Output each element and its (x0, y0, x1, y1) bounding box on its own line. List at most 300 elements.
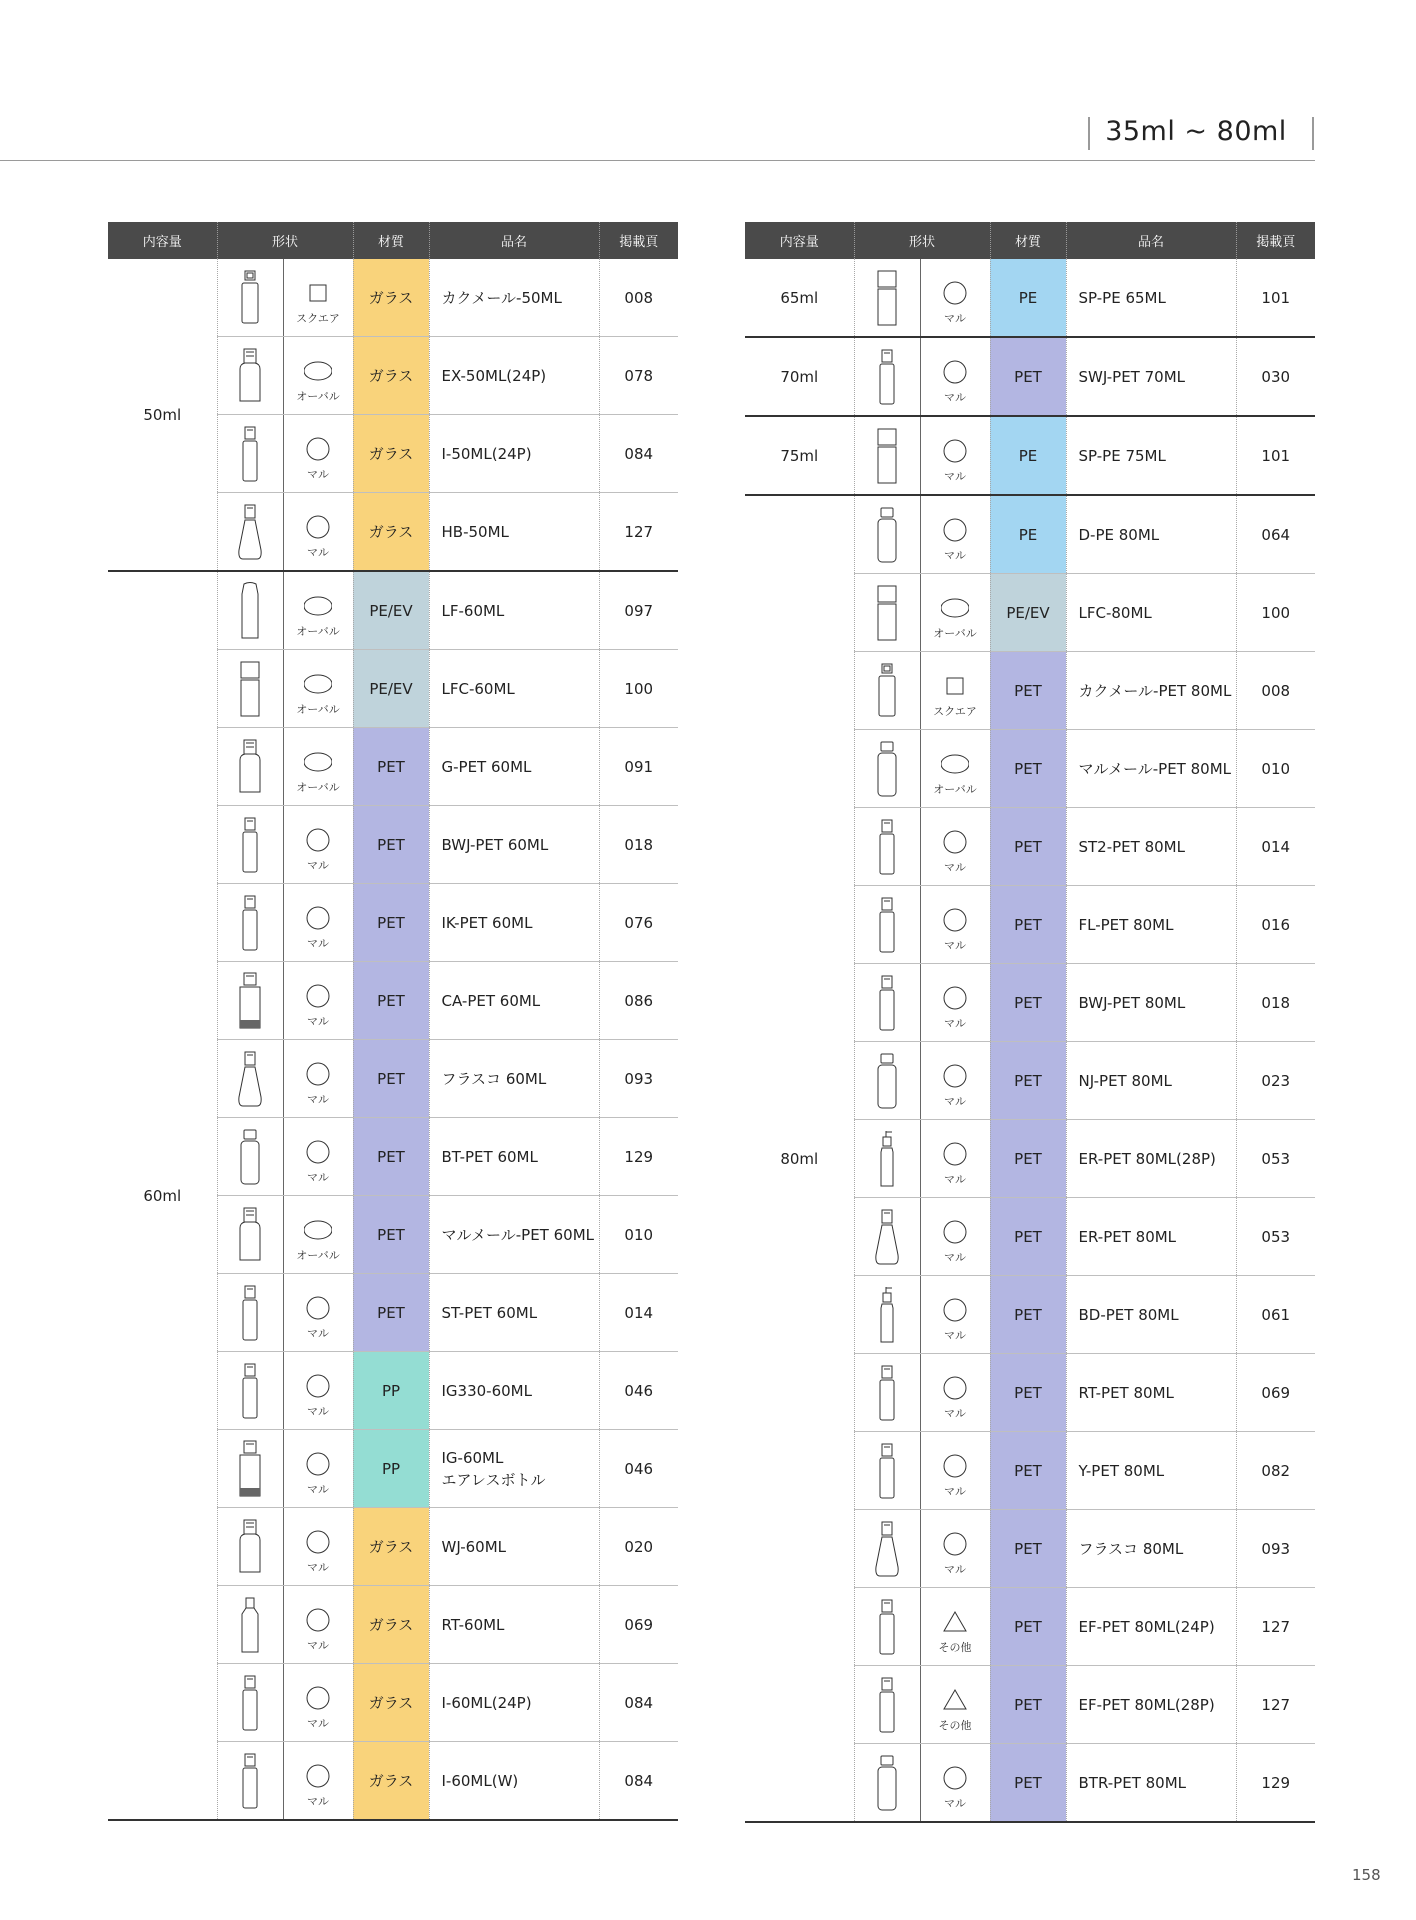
pump-wide-bottle-icon (218, 1196, 284, 1273)
shape-cell (854, 1042, 990, 1120)
page-ref-cell: 014 (1236, 808, 1315, 886)
material-cell: PET (990, 1744, 1066, 1823)
material-cell: PE (990, 416, 1066, 495)
page-ref-cell: 078 (599, 337, 678, 415)
circle-shape-icon (305, 984, 331, 1008)
pump-wide-bottle-icon (218, 1508, 284, 1585)
shape-label: マル (944, 1329, 966, 1342)
shape-label: マル (944, 549, 966, 562)
shape-cell (217, 1742, 353, 1821)
circle-shape-icon (305, 1062, 331, 1086)
shape-label: オーバル (933, 783, 977, 796)
product-name-cell (429, 1586, 599, 1664)
material-cell: PE/EV (353, 650, 429, 728)
circle-shape-icon (942, 281, 968, 305)
pump-slim-bottle-icon (855, 338, 921, 415)
product-name-cell (1066, 1744, 1236, 1823)
circle-shape-icon (942, 1142, 968, 1166)
page-ref-cell: 069 (1236, 1354, 1315, 1432)
circle-shape-icon (942, 1454, 968, 1478)
circle-shape-icon (942, 1532, 968, 1556)
material-cell: PP (353, 1352, 429, 1430)
shape-cell (217, 728, 353, 806)
page-ref-cell: 101 (1236, 416, 1315, 495)
product-name-cell (1066, 964, 1236, 1042)
product-name: I-50ML(24P) (441, 444, 532, 463)
shape-label: その他 (938, 1641, 972, 1654)
product-name-cell (1066, 337, 1236, 416)
shape-label: マル (944, 1095, 966, 1108)
page-ref-cell: 018 (599, 806, 678, 884)
shape-cell (854, 886, 990, 964)
col-header-product-name: 品名 (429, 222, 599, 259)
table-row (745, 416, 1315, 495)
product-name: NJ-PET 80ML (1078, 1071, 1172, 1090)
page-ref-cell: 084 (599, 1664, 678, 1742)
product-name: ST-PET 60ML (441, 1303, 538, 1322)
product-name: RT-PET 80ML (1078, 1383, 1174, 1402)
material-cell: PET (990, 1666, 1066, 1744)
pump-slim-bottle-icon (855, 1432, 921, 1509)
material-cell: PET (353, 1274, 429, 1352)
shape-cell (854, 1588, 990, 1666)
material-cell: PET (353, 1196, 429, 1274)
shape-cell (217, 337, 353, 415)
product-name: RT-60ML (441, 1615, 505, 1634)
shape-label: マル (944, 939, 966, 952)
tube-cap-bottle-icon (855, 417, 921, 494)
shape-cell (854, 1666, 990, 1744)
material-cell: ガラス (353, 1742, 429, 1821)
circle-shape-icon (305, 906, 331, 930)
pump-slim-bottle-icon (855, 964, 921, 1041)
airless-bottle-icon (218, 962, 284, 1039)
shape-cell (854, 416, 990, 495)
page-ref-cell: 100 (1236, 574, 1315, 652)
shape-label: スクエア (933, 705, 977, 718)
product-name-cell (1066, 1120, 1236, 1198)
page-ref-cell: 127 (599, 493, 678, 572)
pump-slim-bottle-icon (218, 1742, 284, 1819)
product-name: マルメール-PET 60ML (441, 1225, 595, 1244)
circle-shape-icon (305, 1608, 331, 1632)
material-cell: PET (990, 652, 1066, 730)
shape-label: マル (944, 1251, 966, 1264)
triangle-shape-icon (942, 1688, 968, 1712)
shape-cell (854, 730, 990, 808)
product-name: カクメール-50ML (441, 288, 562, 307)
shape-label: スクエア (296, 312, 340, 325)
material-cell: ガラス (353, 1508, 429, 1586)
product-name-cell (429, 1508, 599, 1586)
page-ref-cell: 093 (599, 1040, 678, 1118)
material-cell: PET (990, 1120, 1066, 1198)
material-cell: PET (990, 730, 1066, 808)
material-cell: ガラス (353, 415, 429, 493)
airless-bottle-icon (218, 1430, 284, 1507)
circle-shape-icon (942, 1766, 968, 1790)
material-cell: ガラス (353, 1586, 429, 1664)
tube-cap-bottle-icon (855, 259, 921, 336)
volume-cell: 75ml (745, 416, 854, 495)
shape-label: マル (307, 546, 329, 559)
product-name-cell (429, 415, 599, 493)
oval-shape-icon (941, 752, 969, 776)
product-name-cell (1066, 1588, 1236, 1666)
volume-cell: 65ml (745, 259, 854, 337)
product-name: ST2-PET 80ML (1078, 837, 1185, 856)
product-name: I-60ML(W) (441, 1771, 519, 1790)
shape-cell (217, 1118, 353, 1196)
page-ref-cell: 016 (1236, 886, 1315, 964)
product-name: D-PE 80ML (1078, 525, 1160, 544)
table-header-row (108, 222, 678, 259)
shape-label: オーバル (296, 781, 340, 794)
table-row (745, 495, 1315, 574)
material-cell: PET (353, 884, 429, 962)
page-ref-cell: 008 (599, 259, 678, 337)
volume-cell: 80ml (745, 495, 854, 1822)
product-name: BT-PET 60ML (441, 1147, 538, 1166)
shape-label: マル (944, 391, 966, 404)
circle-shape-icon (305, 1374, 331, 1398)
product-name: BTR-PET 80ML (1078, 1773, 1187, 1792)
product-name: SP-PE 75ML (1078, 446, 1166, 465)
shape-label: マル (307, 1171, 329, 1184)
product-name: Y-PET 80ML (1078, 1461, 1165, 1480)
pump-slim-bottle-icon (855, 808, 921, 885)
circle-shape-icon (942, 1298, 968, 1322)
product-name-cell (1066, 808, 1236, 886)
shape-cell (217, 571, 353, 650)
circle-shape-icon (305, 437, 331, 461)
shape-label: オーバル (296, 1249, 340, 1262)
col-header-page: 掲載頁 (599, 222, 678, 259)
pump-flask-bottle-icon (218, 493, 284, 570)
product-name-cell (429, 259, 599, 337)
shape-label: マル (944, 1797, 966, 1810)
circle-shape-icon (305, 1530, 331, 1554)
shape-label: マル (307, 1795, 329, 1808)
shape-cell (854, 574, 990, 652)
shape-label: マル (944, 312, 966, 325)
shape-cell (217, 1196, 353, 1274)
page-ref-cell: 053 (1236, 1120, 1315, 1198)
material-cell: PE/EV (353, 571, 429, 650)
shape-cell (217, 1586, 353, 1664)
product-name-cell (1066, 574, 1236, 652)
circle-shape-icon (942, 1220, 968, 1244)
square-shape-icon (942, 674, 968, 698)
pump-slim-bottle-icon (218, 1352, 284, 1429)
table-row (745, 337, 1315, 416)
shape-label: マル (944, 1485, 966, 1498)
pump-flask-bottle-icon (218, 1040, 284, 1117)
product-name: FL-PET 80ML (1078, 915, 1174, 934)
product-name: EX-50ML(24P) (441, 366, 547, 385)
pump-wide-bottle-icon (218, 728, 284, 805)
material-cell: PET (990, 808, 1066, 886)
product-name-cell (429, 1352, 599, 1430)
material-cell: ガラス (353, 1664, 429, 1742)
oval-shape-icon (941, 596, 969, 620)
pump-square-bottle-icon (855, 652, 921, 729)
page-ref-cell: 129 (599, 1118, 678, 1196)
material-cell: ガラス (353, 337, 429, 415)
shape-label: マル (944, 1407, 966, 1420)
product-name: EF-PET 80ML(28P) (1078, 1695, 1215, 1714)
material-cell: PET (353, 806, 429, 884)
circle-shape-icon (942, 830, 968, 854)
page-ref-cell: 030 (1236, 337, 1315, 416)
col-header-material: 材質 (990, 222, 1066, 259)
page-ref-cell: 127 (1236, 1588, 1315, 1666)
material-cell: PET (990, 1510, 1066, 1588)
pump-flask-bottle-icon (855, 1198, 921, 1275)
product-name: ER-PET 80ML(28P) (1078, 1149, 1216, 1168)
page-ref-cell: 064 (1236, 495, 1315, 574)
circle-shape-icon (305, 1764, 331, 1788)
header-separator-right (1312, 117, 1314, 150)
circle-shape-icon (305, 1452, 331, 1476)
product-name-cell (1066, 1354, 1236, 1432)
circle-shape-icon (942, 1376, 968, 1400)
product-name-cell (1066, 259, 1236, 337)
shape-cell (854, 1276, 990, 1354)
product-name-cell (429, 1118, 599, 1196)
product-name: LF-60ML (441, 601, 505, 620)
material-cell: PE/EV (990, 574, 1066, 652)
oval-shape-icon (304, 594, 332, 618)
product-name-cell (429, 1196, 599, 1274)
shape-label: マル (307, 1327, 329, 1340)
shape-label: マル (944, 1173, 966, 1186)
product-name: SWJ-PET 70ML (1078, 367, 1185, 386)
shape-cell (217, 1040, 353, 1118)
cap-bottle-bottle-icon (855, 730, 921, 807)
product-name: IG-60ML (441, 1448, 504, 1467)
product-name-cell (429, 728, 599, 806)
oval-shape-icon (304, 672, 332, 696)
page-ref-cell: 076 (599, 884, 678, 962)
lotion-pump-bottle-icon (855, 1276, 921, 1353)
product-name-cell (429, 1040, 599, 1118)
shape-label: マル (307, 1639, 329, 1652)
shape-cell (217, 1430, 353, 1508)
page-ref-cell: 008 (1236, 652, 1315, 730)
shape-cell (217, 962, 353, 1040)
shape-label: マル (944, 861, 966, 874)
product-name-cell (1066, 1510, 1236, 1588)
product-name-cell (1066, 730, 1236, 808)
product-name-cell (429, 962, 599, 1040)
material-cell: PET (990, 1588, 1066, 1666)
material-cell: PET (990, 886, 1066, 964)
page-ref-cell: 014 (599, 1274, 678, 1352)
shape-label: マル (944, 1017, 966, 1030)
material-cell: PP (353, 1430, 429, 1508)
product-name-cell (1066, 1276, 1236, 1354)
shape-cell (854, 1510, 990, 1588)
pump-wide-bottle-icon (218, 337, 284, 414)
circle-shape-icon (305, 828, 331, 852)
page-ref-cell: 129 (1236, 1744, 1315, 1823)
page-ref-cell: 046 (599, 1430, 678, 1508)
shape-label: マル (307, 468, 329, 481)
circle-shape-icon (305, 1686, 331, 1710)
cap-bottle-bottle-icon (855, 1744, 921, 1821)
product-name-cell (1066, 886, 1236, 964)
product-name-cell (1066, 1666, 1236, 1744)
pump-slim-bottle-icon (855, 886, 921, 963)
material-cell: PET (990, 1432, 1066, 1510)
product-name: WJ-60ML (441, 1537, 507, 1556)
circle-shape-icon (305, 1296, 331, 1320)
product-name-cell (1066, 1432, 1236, 1510)
shape-label: マル (307, 1405, 329, 1418)
pump-slim-bottle-icon (218, 415, 284, 492)
shape-label: その他 (938, 1719, 972, 1732)
shape-cell (854, 1744, 990, 1823)
shape-cell (217, 650, 353, 728)
product-name-cell (1066, 495, 1236, 574)
circle-shape-icon (305, 515, 331, 539)
material-cell: PET (990, 337, 1066, 416)
page-ref-cell: 084 (599, 1742, 678, 1821)
shape-cell (217, 1352, 353, 1430)
product-name-cell (1066, 652, 1236, 730)
product-name-cell (429, 884, 599, 962)
shape-cell (217, 493, 353, 572)
page-ref-cell: 053 (1236, 1198, 1315, 1276)
cap-bottle-bottle-icon (855, 1042, 921, 1119)
col-header-page: 掲載頁 (1236, 222, 1315, 259)
table-row (108, 259, 678, 337)
page-ref-cell: 023 (1236, 1042, 1315, 1120)
shape-label: マル (944, 1563, 966, 1576)
page-ref-cell: 010 (1236, 730, 1315, 808)
shape-label: マル (307, 1717, 329, 1730)
material-cell: PET (990, 964, 1066, 1042)
pump-slim-bottle-icon (218, 1274, 284, 1351)
shape-label: マル (944, 470, 966, 483)
page-ref-cell: 127 (1236, 1666, 1315, 1744)
product-name: I-60ML(24P) (441, 1693, 532, 1712)
pump-slim-bottle-icon (855, 1588, 921, 1665)
product-name: カクメール-PET 80ML (1078, 681, 1232, 700)
pump-slim-bottle-icon (855, 1666, 921, 1743)
pump-square-bottle-icon (218, 259, 284, 336)
material-cell: ガラス (353, 259, 429, 337)
oval-shape-icon (304, 1218, 332, 1242)
product-name: CA-PET 60ML (441, 991, 541, 1010)
shape-cell (854, 964, 990, 1042)
page-ref-cell: 082 (1236, 1432, 1315, 1510)
shape-cell (217, 1664, 353, 1742)
shape-cell (217, 1508, 353, 1586)
header-separator-left (1088, 117, 1090, 150)
pump-slim-bottle-icon (218, 1664, 284, 1741)
shape-cell (217, 884, 353, 962)
table-row (108, 571, 678, 650)
material-cell: PET (353, 728, 429, 806)
oval-shape-icon (304, 359, 332, 383)
product-name-cell (429, 1274, 599, 1352)
tube-cap-bottle-icon (855, 574, 921, 651)
shape-label: マル (307, 1483, 329, 1496)
material-cell: PE (990, 495, 1066, 574)
circle-shape-icon (942, 908, 968, 932)
tube-cap-bottle-icon (218, 650, 284, 727)
circle-shape-icon (942, 518, 968, 542)
capacity-range-title: 35ml ~ 80ml (1105, 116, 1287, 147)
material-cell: PET (990, 1276, 1066, 1354)
product-name-cell (429, 1664, 599, 1742)
shape-cell (217, 259, 353, 337)
shape-cell (217, 415, 353, 493)
product-name: フラスコ 60ML (441, 1069, 547, 1088)
product-name: LFC-80ML (1078, 603, 1152, 622)
product-name: IG330-60ML (441, 1381, 532, 1400)
product-name: IK-PET 60ML (441, 913, 533, 932)
dropper-bottle-icon (218, 1586, 284, 1663)
cap-bottle-bottle-icon (218, 1118, 284, 1195)
product-name-cell (429, 806, 599, 884)
product-name: BD-PET 80ML (1078, 1305, 1179, 1324)
product-name: BWJ-PET 60ML (441, 835, 549, 854)
triangle-shape-icon (942, 1610, 968, 1634)
product-name-cell (429, 650, 599, 728)
material-cell: PET (353, 962, 429, 1040)
volume-cell: 70ml (745, 337, 854, 416)
page-number: 158 (1352, 1866, 1381, 1884)
col-header-product-name: 品名 (1066, 222, 1236, 259)
material-cell: PET (990, 1042, 1066, 1120)
shape-cell (854, 1198, 990, 1276)
page-ref-cell: 018 (1236, 964, 1315, 1042)
shape-label: オーバル (933, 627, 977, 640)
col-header-shape: 形状 (217, 222, 353, 259)
product-name-cell (429, 571, 599, 650)
col-header-material: 材質 (353, 222, 429, 259)
lotion-pump-bottle-icon (855, 1120, 921, 1197)
page-ref-cell: 091 (599, 728, 678, 806)
shape-label: マル (307, 1561, 329, 1574)
circle-shape-icon (942, 360, 968, 384)
shape-label: オーバル (296, 703, 340, 716)
table-row (745, 259, 1315, 337)
tube-bottle-icon (218, 572, 284, 649)
page-ref-cell: 100 (599, 650, 678, 728)
shape-cell (854, 259, 990, 337)
page-ref-cell: 046 (599, 1352, 678, 1430)
shape-label: オーバル (296, 625, 340, 638)
header-rule (0, 160, 1315, 161)
left-catalog-table (108, 222, 678, 1821)
page-ref-cell: 069 (599, 1586, 678, 1664)
product-name-cell (429, 493, 599, 572)
product-name-cell (1066, 416, 1236, 495)
shape-cell (217, 1274, 353, 1352)
cap-bottle-bottle-icon (855, 496, 921, 573)
page-ref-cell: 084 (599, 415, 678, 493)
square-shape-icon (305, 281, 331, 305)
shape-cell (854, 337, 990, 416)
product-name: SP-PE 65ML (1078, 288, 1166, 307)
material-cell: PET (353, 1040, 429, 1118)
product-name: LFC-60ML (441, 679, 515, 698)
product-name: BWJ-PET 80ML (1078, 993, 1186, 1012)
